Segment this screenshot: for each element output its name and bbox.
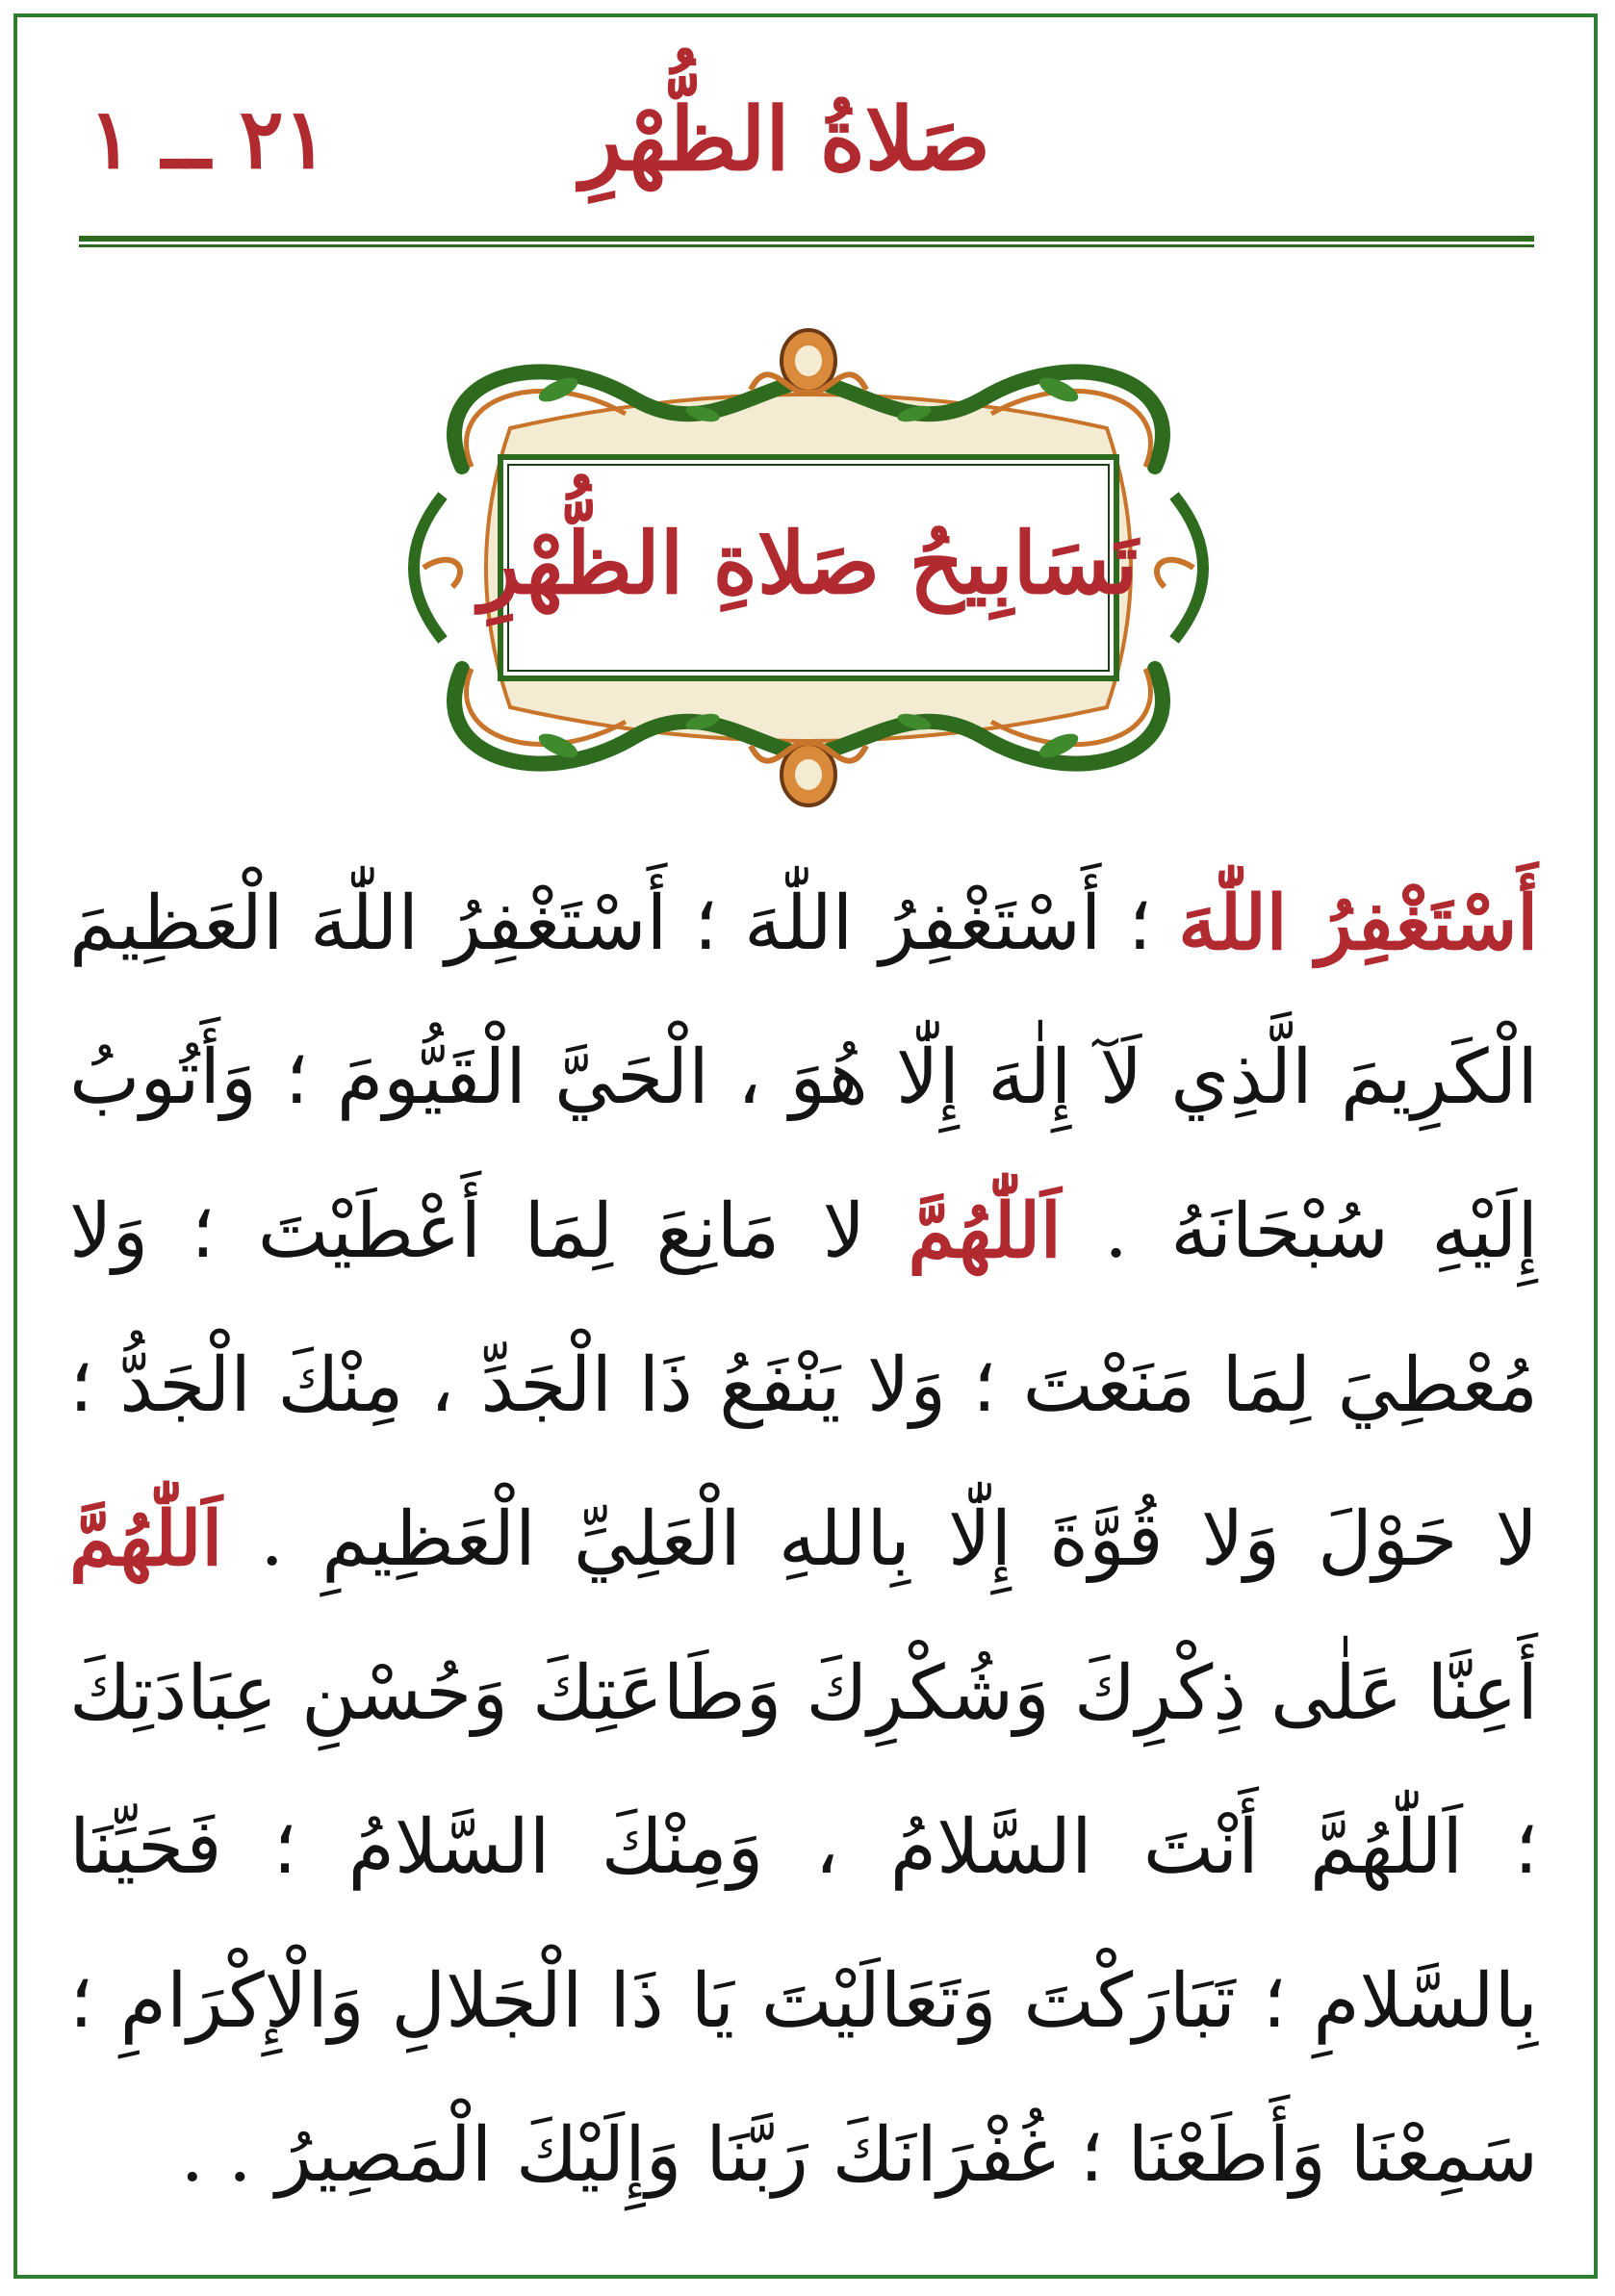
page-title: صَلاةُ الظُّهْرِ — [579, 89, 990, 191]
text-segment: أَعِنَّا عَلٰى ذِكْرِكَ وَشُكْرِكَ وَطَاعَتِكَ وَحُسْنِ عِبَادَتِكَ ؛ اَللّٰهُمَّ أَنْتَ السَّلامُ ، وَمِنْكَ السَّلامُ ؛ فَحَيِّنَا بِالسَّلامِ ؛ تَبَارَكْتَ وَتَعَالَيْتَ يَا ذَا الْجَلالِ وَالْإِكْرَامِ ؛ سَمِعْنَا وَأَطَعْنَا ؛ غُفْرَانَكَ رَبَّنَا وَإِلَيْكَ الْمَصِيرُ . . — [69, 1650, 1538, 2199]
text-segment-lead: أَسْتَغْفِرُ اللّٰهَ — [1178, 880, 1539, 967]
page-header — [79, 67, 1534, 212]
text-segment-highlight: اَللّٰهُمَّ — [908, 1187, 1062, 1275]
text-segment: ؛ أَسْتَغْفِرُ اللّٰهَ ؛ أَسْتَغْفِرُ اللّٰهَ الْعَظِيمَ الْكَرِيمَ الَّذِي لَآ إِلٰهَ إِلّٰا هُوَ ، الْحَيَّ الْقَيُّومَ ؛ وَأَتُوبُ إِلَيْهِ سُبْحَانَهُ . — [69, 880, 1538, 1275]
header-divider — [79, 236, 1534, 249]
text-segment: لا مَانِعَ لِمَا أَعْطَيْتَ ؛ وَلا مُعْطِيَ لِمَا مَنَعْتَ ؛ وَلا يَنْفَعُ ذَا الْجَدِّ ، مِنْكَ الْجَدُّ ؛ لا حَوْلَ وَلا قُوَّةَ إِلّٰا بِاللهِ الْعَلِيِّ الْعَظِيمِ . — [69, 1188, 1538, 1583]
ornamental-cartouche — [385, 322, 1232, 813]
text-segment-highlight: اَللّٰهُمَّ — [69, 1495, 223, 1583]
section-title: تَسَابِيحُ صَلاةِ الظُّهْرِ — [478, 513, 1139, 613]
prayer-text — [69, 847, 1538, 2232]
page-reference: ٢١ ــ ١ — [89, 90, 328, 188]
